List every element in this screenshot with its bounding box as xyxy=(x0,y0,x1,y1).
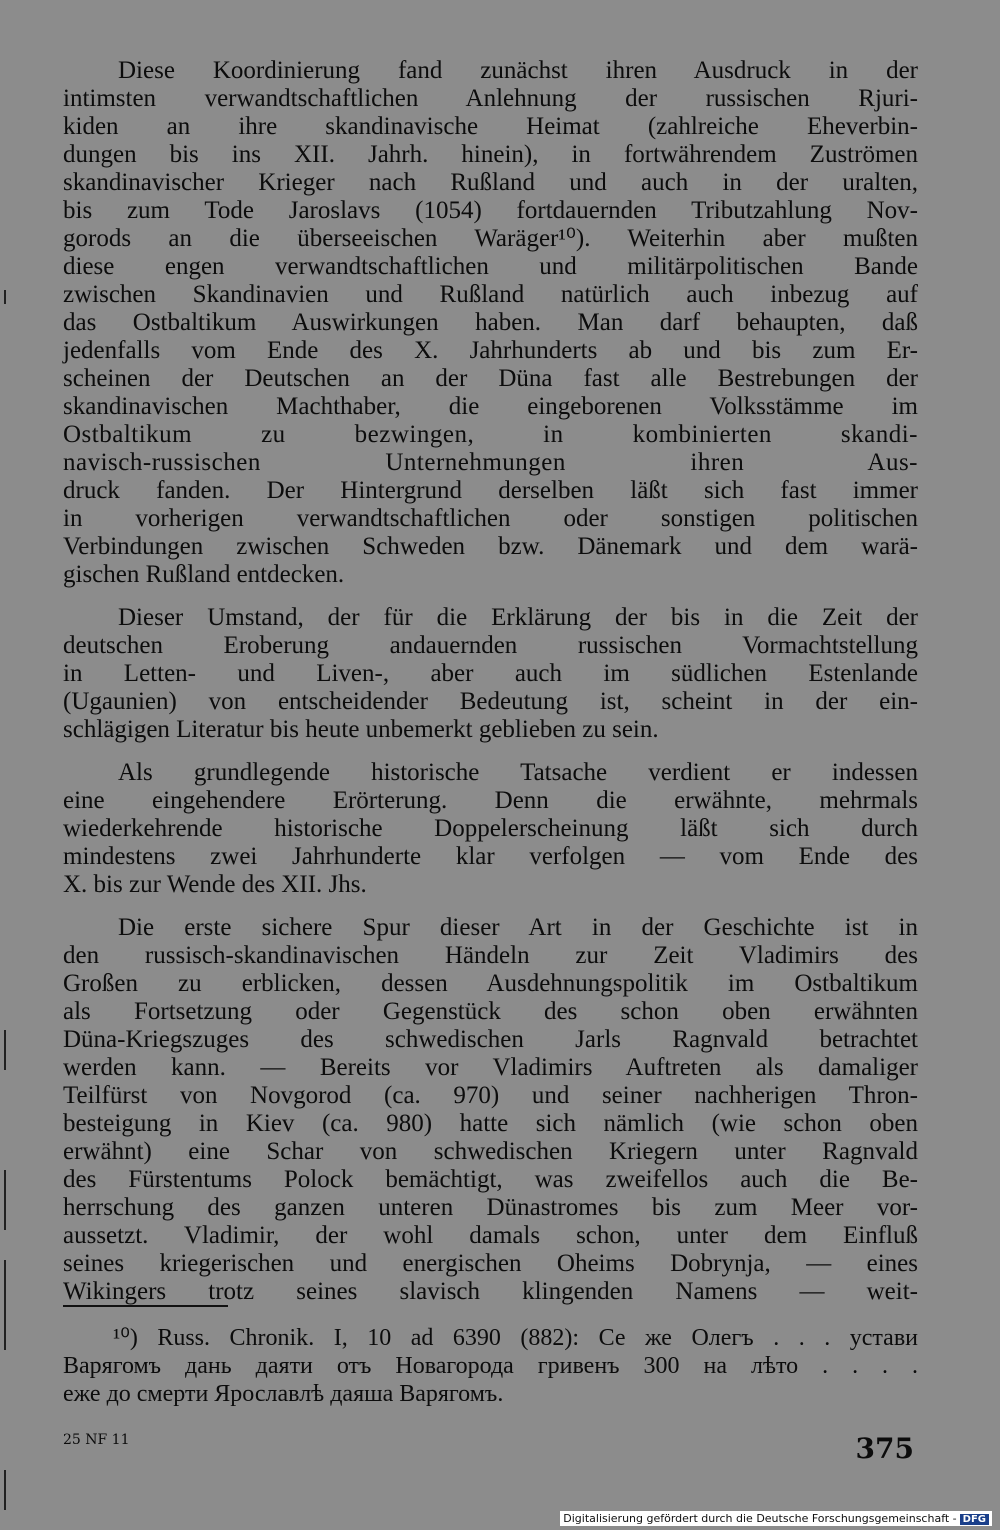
margin-mark xyxy=(4,1030,6,1070)
dfg-logo: DFG xyxy=(960,1514,989,1525)
text-line: als Fortsetzung oder Gegenstück des schon oben erwähnten xyxy=(63,998,918,1025)
margin-mark xyxy=(4,1260,6,1350)
text-line: Großen zu erblicken, dessen Ausdehnungspolitik im Ostbaltikum xyxy=(63,970,918,997)
text-line: intimsten verwandtschaftlichen Anlehnung der russischen Rjuri- xyxy=(63,85,918,112)
text-line: Als grundlegende historische Tatsache verdient er indessen xyxy=(118,759,918,786)
text-line: bis zum Tode Jaroslavs (1054) fortdauernden Tributzahlung Nov- xyxy=(63,197,918,224)
text-line: Ostbaltikum zu bezwingen, in kombinierten skandi- xyxy=(63,421,918,448)
margin-mark xyxy=(4,1470,6,1510)
margin-mark xyxy=(4,290,6,304)
text-line: deutschen Eroberung andauernden russischen Vormachtstellung xyxy=(63,632,918,659)
text-line: skandinavischer Krieger nach Rußland und auch in der uralten, xyxy=(63,169,918,196)
footnote-line: Варягомъ дань даяти отъ Новагорода гривенъ 300 на лѣто . . . . xyxy=(63,1353,918,1379)
page-number: 375 xyxy=(855,1432,914,1465)
footnote-line: еже до смерти Ярославлѣ даяша Варягомъ. xyxy=(63,1381,504,1407)
text-line: werden kann. — Bereits vor Vladimirs Auftreten als damaliger xyxy=(63,1054,918,1081)
text-line: gischen Rußland entdecken. xyxy=(63,561,345,588)
text-line: X. bis zur Wende des XII. Jhs. xyxy=(63,871,367,898)
text-line: Wikingers trotz seines slavisch klingenden Namens — weit- xyxy=(63,1278,918,1305)
text-line: scheinen der Deutschen an der Düna fast alle Bestrebungen der xyxy=(63,365,918,392)
text-line: (Ugaunien) von entscheidender Bedeutung ist, scheint in der ein- xyxy=(63,688,918,715)
text-line: schlägigen Literatur bis heute unbemerkt geblieben zu sein. xyxy=(63,716,659,743)
margin-mark xyxy=(4,1170,6,1230)
text-line: aussetzt. Vladimir, der wohl damals schon, unter dem Einfluß xyxy=(63,1222,918,1249)
text-line: seines kriegerischen und energischen Oheims Dobrynja, — eines xyxy=(63,1250,918,1277)
text-line: diese engen verwandtschaftlichen und militärpolitischen Bande xyxy=(63,253,918,280)
signature-mark: 25 NF 11 xyxy=(63,1432,130,1448)
text-line: wiederkehrende historische Doppelerscheinung läßt sich durch xyxy=(63,815,918,842)
text-line: in vorherigen verwandtschaftlichen oder sonstigen politischen xyxy=(63,505,918,532)
text-line: navisch-russischen Unternehmungen ihren Aus- xyxy=(63,449,918,476)
text-line: erwähnt) eine Schar von schwedischen Kriegern unter Ragnvald xyxy=(63,1138,918,1165)
text-line: Düna-Kriegszuges des schwedischen Jarls Ragnvald betrachtet xyxy=(63,1026,918,1053)
text-line: Diese Koordinierung fand zunächst ihren Ausdruck in der xyxy=(118,57,918,84)
text-line: mindestens zwei Jahrhunderte klar verfolgen — vom Ende des xyxy=(63,843,918,870)
text-line: besteigung in Kiev (ca. 980) hatte sich nämlich (wie schon oben xyxy=(63,1110,918,1137)
credit-text: Digitalisierung gefördert durch die Deutsche Forschungsgemeinschaft - xyxy=(563,1512,957,1525)
text-line: gorods an die überseeischen Waräger¹⁰). Weiterhin aber mußten xyxy=(63,225,918,252)
text-line: in Letten- und Liven-, aber auch im südlichen Estenlande xyxy=(63,660,918,687)
text-line: Dieser Umstand, der für die Erklärung der bis in die Zeit der xyxy=(118,604,918,631)
text-line: druck fanden. Der Hintergrund derselben läßt sich fast immer xyxy=(63,477,918,504)
text-line: eine eingehendere Erörterung. Denn die erwähnte, mehrmals xyxy=(63,787,918,814)
text-line: zwischen Skandinavien und Rußland natürlich auch inbezug auf xyxy=(63,281,918,308)
text-line: kiden an ihre skandinavische Heimat (zahlreiche Eheverbin- xyxy=(63,113,918,140)
footnote-separator xyxy=(63,1305,228,1307)
text-line: das Ostbaltikum Auswirkungen haben. Man darf behaupten, daß xyxy=(63,309,918,336)
text-line: des Fürstentums Polock bemächtigt, was zweifellos auch die Be- xyxy=(63,1166,918,1193)
text-line: Verbindungen zwischen Schweden bzw. Dänemark und dem warä- xyxy=(63,533,918,560)
text-line: den russisch-skandinavischen Händeln zur Zeit Vladimirs des xyxy=(63,942,918,969)
digitization-credit xyxy=(560,1511,992,1526)
footnote-line: ¹⁰) Russ. Chronik. I, 10 ad 6390 (882): Се же Олегъ . . . устави xyxy=(113,1325,918,1351)
text-line: skandinavischen Machthaber, die eingeborenen Volksstämme im xyxy=(63,393,918,420)
text-line: Die erste sichere Spur dieser Art in der Geschichte ist in xyxy=(118,914,918,941)
text-line: jedenfalls vom Ende des X. Jahrhunderts ab und bis zum Er- xyxy=(63,337,918,364)
text-line: herrschung des ganzen unteren Dünastromes bis zum Meer vor- xyxy=(63,1194,918,1221)
text-line: Teilfürst von Novgorod (ca. 970) und seiner nachherigen Thron- xyxy=(63,1082,918,1109)
text-line: dungen bis ins XII. Jahrh. hinein), in fortwährendem Zuströmen xyxy=(63,141,918,168)
